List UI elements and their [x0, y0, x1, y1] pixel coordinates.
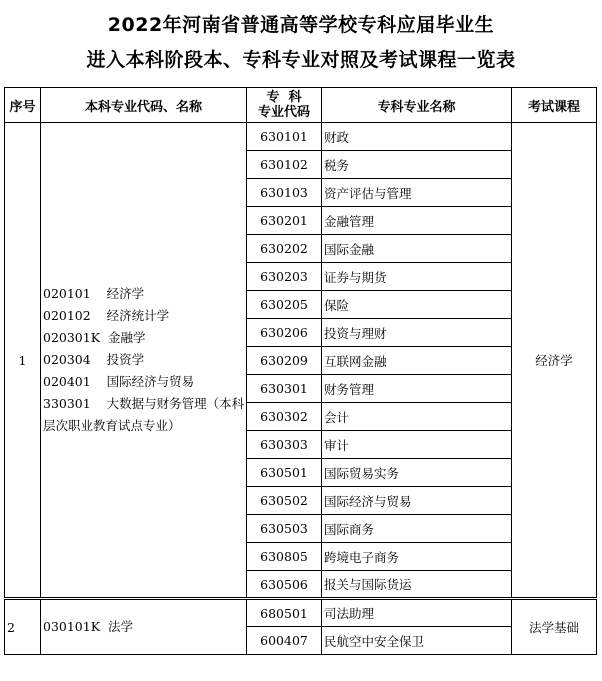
bachelor-major-line: 020301K 金融学 — [43, 330, 146, 345]
associate-major-name: 税务 — [322, 151, 512, 179]
header-code — [247, 88, 322, 123]
associate-major-name: 审计 — [322, 431, 512, 459]
major-mapping-table — [4, 87, 597, 655]
associate-major-name: 民航空中安全保卫 — [322, 627, 512, 655]
header-exam: 考试课程 — [512, 88, 597, 123]
associate-major-code: 630805 — [247, 543, 322, 571]
associate-major-code: 630502 — [247, 487, 322, 515]
bachelor-major-line: 020304 投资学 — [43, 352, 145, 367]
table-body — [5, 123, 597, 655]
associate-major-code: 630206 — [247, 319, 322, 347]
exam-course-cell: 经济学 — [512, 123, 597, 599]
seq-cell: 2 — [5, 599, 41, 655]
header-seq: 序号 — [5, 88, 41, 123]
bachelor-major-line: 330301 大数据与财务管理（本科 — [43, 396, 245, 411]
associate-major-code: 630101 — [247, 123, 322, 151]
associate-major-name: 司法助理 — [322, 599, 512, 627]
associate-major-name: 国际经济与贸易 — [322, 487, 512, 515]
bachelor-majors-cell — [41, 123, 247, 599]
associate-major-name: 跨境电子商务 — [322, 543, 512, 571]
associate-major-name: 资产评估与管理 — [322, 179, 512, 207]
title-line-2: 进入本科阶段本、专科专业对照及考试课程一览表 — [86, 49, 516, 71]
associate-major-code: 630302 — [247, 403, 322, 431]
associate-major-code: 630503 — [247, 515, 322, 543]
table-row — [5, 123, 597, 151]
associate-major-name: 财务管理 — [322, 375, 512, 403]
associate-major-code: 680501 — [247, 599, 322, 627]
associate-major-name: 国际商务 — [322, 515, 512, 543]
associate-major-name: 国际贸易实务 — [322, 459, 512, 487]
seq-cell: 1 — [5, 123, 41, 599]
associate-major-code: 630103 — [247, 179, 322, 207]
associate-major-name: 证券与期货 — [322, 263, 512, 291]
associate-major-name: 会计 — [322, 403, 512, 431]
header-code-line-2: 专业代码 — [257, 105, 310, 120]
associate-major-code: 630303 — [247, 431, 322, 459]
associate-major-name: 金融管理 — [322, 207, 512, 235]
exam-course-cell: 法学基础 — [512, 599, 597, 655]
associate-major-name: 报关与国际货运 — [322, 571, 512, 599]
associate-major-name: 国际金融 — [322, 235, 512, 263]
header-code-line-1: 专 科 — [266, 90, 302, 105]
associate-major-code: 630506 — [247, 571, 322, 599]
associate-major-code: 630203 — [247, 263, 322, 291]
bachelor-majors-cell — [41, 599, 247, 655]
associate-major-code: 600407 — [247, 627, 322, 655]
associate-major-code: 630501 — [247, 459, 322, 487]
bachelor-major-line: 020102 经济统计学 — [43, 308, 170, 323]
associate-major-code: 630202 — [247, 235, 322, 263]
associate-major-name: 财政 — [322, 123, 512, 151]
associate-major-name: 投资与理财 — [322, 319, 512, 347]
associate-major-code: 630209 — [247, 347, 322, 375]
associate-major-code: 630301 — [247, 375, 322, 403]
associate-major-name: 互联网金融 — [322, 347, 512, 375]
header-name: 专科专业名称 — [322, 88, 512, 123]
bachelor-major-line: 层次职业教育试点专业） — [43, 418, 181, 433]
table-row — [5, 599, 597, 627]
associate-major-code: 630102 — [247, 151, 322, 179]
bachelor-major-line: 020101 经济学 — [43, 286, 145, 301]
header-row — [5, 88, 597, 123]
bachelor-major-line: 020401 国际经济与贸易 — [43, 374, 195, 389]
bachelor-major-line: 030101K 法学 — [43, 619, 134, 634]
associate-major-name: 保险 — [322, 291, 512, 319]
associate-major-code: 630205 — [247, 291, 322, 319]
title-line-1: 2022年河南省普通高等学校专科应届毕业生 — [107, 14, 495, 36]
header-bachelor: 本科专业代码、名称 — [41, 88, 247, 123]
associate-major-code: 630201 — [247, 207, 322, 235]
